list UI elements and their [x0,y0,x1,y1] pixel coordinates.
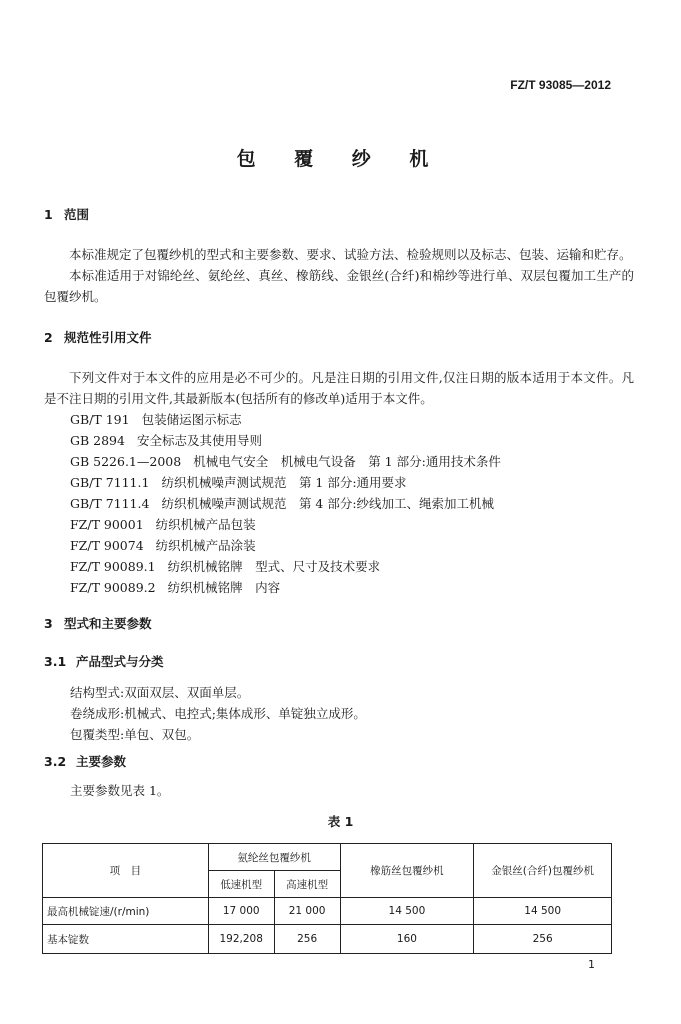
section-title: 范围 [64,207,90,222]
section-2-heading [44,328,152,346]
section-number: 3.1 [44,654,67,669]
reference-title: 纺织机械产品包装 [155,517,256,532]
references-intro-paragraph: 下列文件对于本文件的应用是必不可少的。凡是注日期的引用文件,仅注日期的版本适用于本文件。凡是不注日期的引用文件,其最新版本(包括所有的修改单)适用于本文件。 [44,370,634,406]
reference-title: 纺织机械噪声测试规范 第 1 部分:通用要求 [161,475,407,490]
reference-title: 安全标志及其使用导则 [136,433,262,448]
reference-item [70,578,280,596]
document-title: 包 覆 纱 机 [236,148,445,170]
header-high-speed: 高速机型 [274,871,340,898]
reference-item [70,536,256,554]
product-type-line: 卷绕成形:机械式、电控式;集体成形、单锭独立成形。 [70,706,366,721]
reference-item [70,431,262,449]
scope-paragraph-2: 本标准适用于对锦纶丝、氨纶丝、真丝、橡筋线、金银丝(合纤)和棉纱等进行单、双层包覆加工生产的包覆纱机。 [44,268,634,304]
reference-item [70,557,380,575]
table-row [43,925,612,954]
reference-code: FZ/T 90089.2 [70,580,156,595]
reference-code: GB 2894 [70,433,125,448]
table-header-row [43,844,612,871]
reference-title: 纺织机械铭牌 型式、尺寸及技术要求 [167,559,381,574]
cell-high: 21 000 [274,898,340,925]
reference-code: GB 5226.1—2008 [70,454,182,469]
reference-item [70,515,256,533]
page-number: 1 [588,958,595,971]
header-gold: 金银丝(合纤)包覆纱机 [474,844,612,898]
cell-rubber: 14 500 [340,898,474,925]
main-params-line: 主要参数见表 1。 [70,783,170,798]
header-item: 项 目 [43,844,209,898]
section-number: 3.2 [44,754,67,769]
reference-title: 机械电气安全 机械电气设备 第 1 部分:通用技术条件 [193,454,501,469]
scope-paragraph-1: 本标准规定了包覆纱机的型式和主要参数、要求、试验方法、检验规则以及标志、包装、运输和贮存。 [69,247,632,262]
reference-title: 纺织机械产品涂装 [155,538,256,553]
header-rubber: 橡筋丝包覆纱机 [340,844,474,898]
cell-gold: 256 [474,925,612,954]
header-low-speed: 低速机型 [208,871,274,898]
cell-low: 192,208 [208,925,274,954]
reference-item [70,410,242,428]
section-number: 2 [44,330,53,345]
table-row [43,898,612,925]
reference-title: 纺织机械铭牌 内容 [167,580,281,595]
standard-number: FZ/T 93085—2012 [510,78,611,92]
cell-rubber: 160 [340,925,474,954]
cell-low: 17 000 [208,898,274,925]
row-label: 最高机械锭速/(r/min) [43,898,209,925]
reference-code: GB/T 191 [70,412,130,427]
parameters-table [42,843,612,954]
section-number: 3 [44,616,53,631]
reference-code: FZ/T 90001 [70,517,144,532]
reference-code: GB/T 7111.1 [70,475,150,490]
table-caption: 表 1 [327,814,354,829]
section-3-1-heading [44,652,164,670]
reference-item [70,494,494,512]
reference-code: FZ/T 90089.1 [70,559,156,574]
product-type-line: 包覆类型:单包、双包。 [70,727,200,742]
reference-title: 纺织机械噪声测试规范 第 4 部分:纱线加工、绳索加工机械 [161,496,495,511]
product-type-line: 结构型式:双面双层、双面单层。 [70,685,250,700]
cell-gold: 14 500 [474,898,612,925]
header-spandex-group: 氨纶丝包覆纱机 [208,844,340,871]
reference-item [70,452,501,470]
section-3-2-heading [44,752,126,770]
reference-code: FZ/T 90074 [70,538,144,553]
section-title: 产品型式与分类 [76,654,164,669]
row-label: 基本锭数 [43,925,209,954]
section-title: 主要参数 [76,754,127,769]
section-1-heading [44,205,89,223]
section-3-heading [44,614,152,632]
reference-item [70,473,407,491]
section-number: 1 [44,207,53,222]
section-title: 规范性引用文件 [64,330,152,345]
section-title: 型式和主要参数 [64,616,152,631]
reference-code: GB/T 7111.4 [70,496,150,511]
reference-title: 包装储运图示标志 [141,412,242,427]
cell-high: 256 [274,925,340,954]
